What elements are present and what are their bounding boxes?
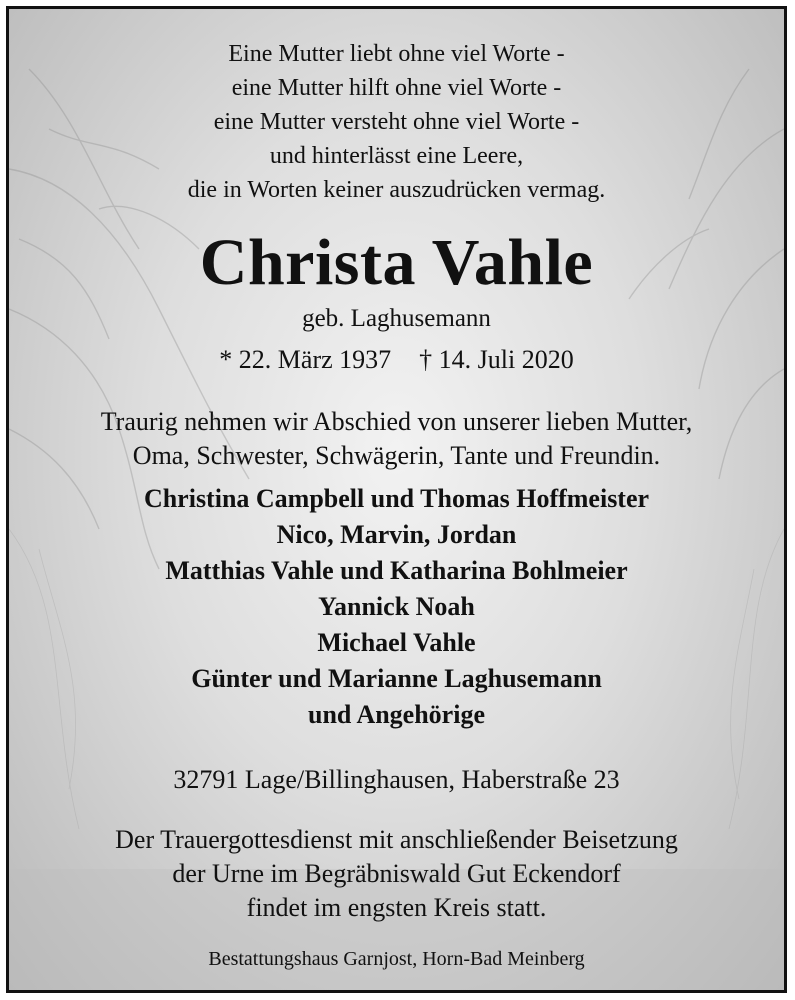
life-dates [9,343,784,377]
mourner-line: Christina Campbell und Thomas Hoffmeister [143,484,650,513]
mourner-line: und Angehörige [308,700,485,729]
service-line: Der Trauergottesdienst mit anschließender Beisetzung [115,825,678,854]
mourner-line: Nico, Marvin, Jordan [276,520,517,549]
poem-line: und hinterlässt eine Leere, [269,143,524,169]
mourners-list [9,481,784,733]
birth-date: * 22. März 1937 [219,345,392,374]
poem-line: Eine Mutter liebt ohne viel Worte - [228,41,565,67]
poem-line: die in Worten keiner auszudrücken vermag. [187,177,606,203]
service-info [9,823,784,925]
service-line: der Urne im Begräbniswald Gut Eckendorf [172,859,621,888]
service-line: findet im engsten Kreis statt. [246,893,547,922]
poem [9,37,784,207]
mourner-line: Günter und Marianne Laghusemann [191,664,602,693]
address: 32791 Lage/Billinghausen, Haberstraße 23 [173,765,620,794]
farewell-line: Oma, Schwester, Schwägerin, Tante und Freundin. [132,441,661,470]
mourner-line: Michael Vahle [317,628,476,657]
birth-name: geb. Laghusemann [302,305,491,332]
mourner-line: Yannick Noah [318,592,475,621]
death-date: † 14. Juli 2020 [419,345,574,374]
obituary-notice [6,6,787,993]
mourner-line: Matthias Vahle und Katharina Bohlmeier [165,556,628,585]
poem-line: eine Mutter versteht ohne viel Worte - [213,109,580,135]
poem-line: eine Mutter hilft ohne viel Worte - [231,75,562,101]
funeral-home: Bestattungshaus Garnjost, Horn-Bad Meinberg [208,948,585,970]
deceased-name: Christa Vahle [199,226,594,299]
farewell-line: Traurig nehmen wir Abschied von unserer lieben Mutter, [100,407,693,436]
farewell-text [9,405,784,473]
